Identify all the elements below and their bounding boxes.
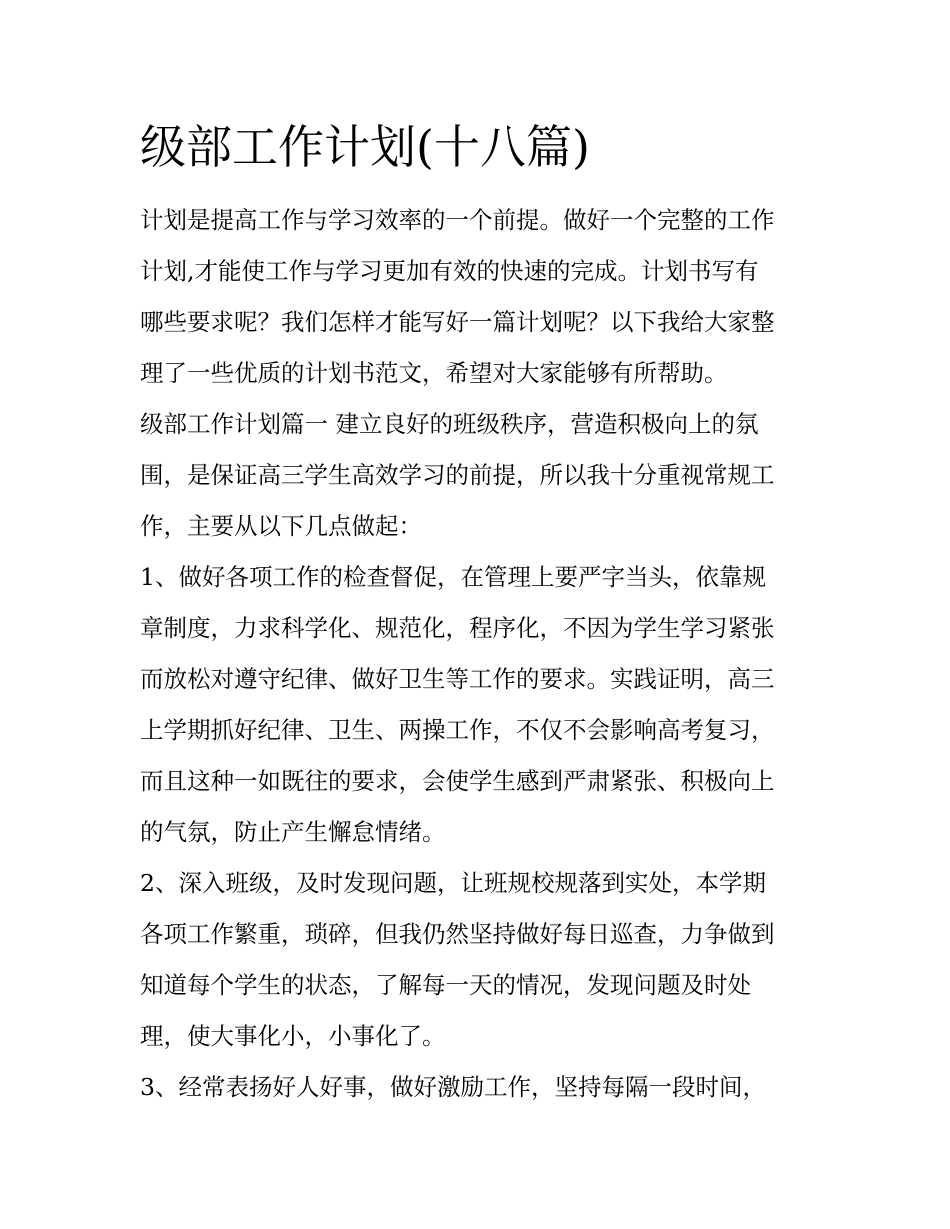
body-line: 而放松对遵守纪律、做好卫生等工作的要求。实践证明，高三	[140, 665, 775, 693]
body-line: 的气氛，防止产生懈怠情绪。	[140, 818, 446, 846]
body-line: 上学期抓好纪律、卫生、两操工作，不仅不会影响高考复习，	[140, 716, 775, 744]
body-line: 理，使大事化小，小事化了。	[140, 1022, 446, 1050]
body-line: 级部工作计划篇一 建立良好的班级秩序，营造积极向上的氛	[140, 410, 759, 438]
body-line: 而且这种一如既往的要求，会使学生感到严肃紧张、积极向上	[140, 767, 775, 795]
body-line: 1、做好各项工作的检查督促，在管理上要严字当头，依靠规	[140, 563, 766, 591]
body-line: 哪些要求呢？我们怎样才能写好一篇计划呢？以下我给大家整	[140, 308, 775, 336]
body-line: 作，主要从以下几点做起：	[140, 512, 422, 540]
document-body	[140, 195, 820, 1113]
body-line: 2、深入班级，及时发现问题，让班规校规落到实处，本学期	[140, 869, 766, 897]
body-line: 围，是保证高三学生高效学习的前提，所以我十分重视常规工	[140, 461, 775, 489]
body-line: 计划是提高工作与学习效率的一个前提。做好一个完整的工作	[140, 206, 775, 234]
body-line: 理了一些优质的计划书范文，希望对大家能够有所帮助。	[140, 359, 728, 387]
body-line: 知道每个学生的状态，了解每一天的情况，发现问题及时处	[140, 971, 751, 999]
body-line: 计划,才能使工作与学习更加有效的快速的完成。计划书写有	[140, 257, 759, 285]
document-title: 级部工作计划(十八篇)	[140, 120, 590, 174]
body-line: 章制度，力求科学化、规范化，程序化，不因为学生学习紧张	[140, 614, 775, 642]
body-line: 3、经常表扬好人好事，做好激励工作，坚持每隔一段时间，	[140, 1073, 766, 1101]
body-line: 各项工作繁重，琐碎，但我仍然坚持做好每日巡查，力争做到	[140, 920, 775, 948]
